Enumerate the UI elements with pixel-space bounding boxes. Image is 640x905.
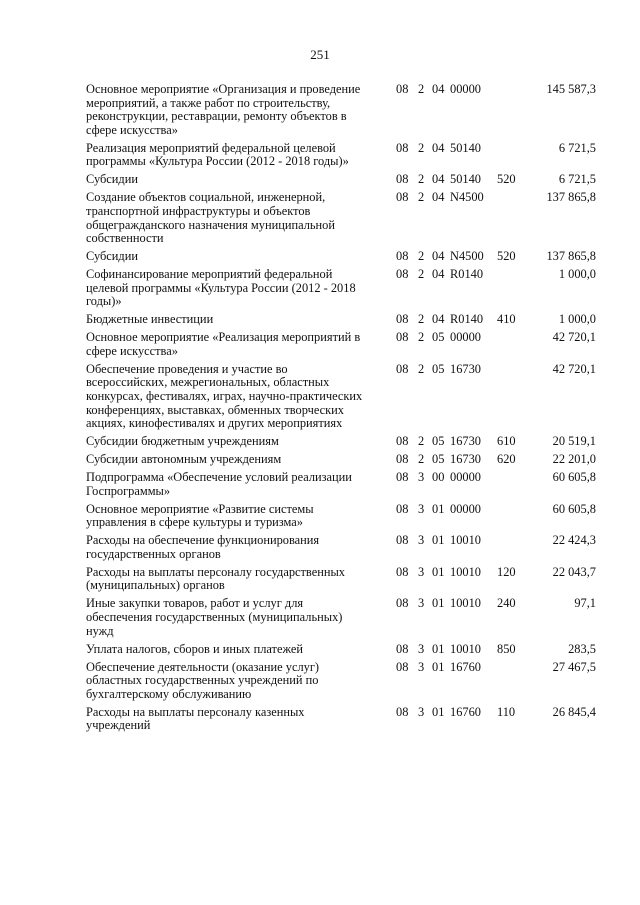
amount: 6 721,5: [558, 172, 596, 187]
main-activity-code: 05: [432, 452, 445, 467]
subprogram-code: 2: [418, 190, 425, 205]
program-code: 08: [396, 361, 409, 376]
subprogram-code: 3: [418, 533, 425, 548]
direction-code: 10010: [450, 641, 481, 656]
amount: 22 201,0: [552, 452, 596, 467]
main-activity-code: 01: [432, 641, 445, 656]
amount: 145 587,3: [546, 82, 596, 96]
amount: 1 000,0: [558, 312, 596, 327]
amount: 22 424,3: [552, 533, 596, 548]
amount: 22 043,7: [552, 564, 596, 579]
table-row: [0, 706, 640, 733]
row-description: Подпрограмма «Обеспечение условий реализации Госпрограммы»: [86, 470, 352, 498]
amount: 97,1: [574, 596, 596, 611]
program-code: 08: [396, 82, 409, 96]
table-row: [0, 534, 640, 561]
subprogram-code: 3: [418, 564, 425, 579]
table-row: [0, 313, 640, 327]
row-description: Создание объектов социальной, инженерной, транспортной инфраструктуры и объектов общегражданского назначения муниципальной собственности: [86, 190, 336, 246]
amount: 26 845,4: [552, 704, 596, 719]
direction-code: 50140: [450, 140, 481, 155]
row-description: Расходы на обеспечение функционирования государственных органов: [86, 533, 320, 561]
program-code: 08: [396, 533, 409, 548]
subprogram-code: 2: [418, 172, 425, 187]
row-description: Субсидии: [86, 249, 138, 264]
page-number: 251: [310, 47, 330, 62]
table-row: [0, 173, 640, 187]
program-code: 08: [396, 434, 409, 449]
row-description: Реализация мероприятий федеральной целевой программы «Культура России (2012 - 2018 годы)»: [86, 140, 349, 169]
expense-type-code: 110: [497, 704, 516, 719]
direction-code: 16760: [450, 659, 481, 674]
subprogram-code: 2: [418, 452, 425, 467]
table-row: [0, 643, 640, 657]
subprogram-code: 2: [418, 140, 425, 155]
subprogram-code: 3: [418, 704, 425, 719]
row-description: Основное мероприятие «Развитие системы управления в сфере культуры и туризма»: [86, 501, 314, 530]
main-activity-code: 04: [432, 249, 445, 264]
table-row: [0, 566, 640, 593]
row-description: Обеспечение деятельности (оказание услуг) областных государственных учреждений по бухгалтерскому обслуживанию: [86, 659, 320, 701]
program-code: 08: [396, 249, 409, 264]
program-code: 08: [396, 140, 409, 155]
expense-type-code: 520: [497, 249, 516, 264]
table-row: [0, 453, 640, 467]
row-description: Обеспечение проведения и участие во всероссийских, межрегиональных, областных конкурсах, фестивалях, играх, научно-практических конференциях, выставках, обменных творческих акциях, кинофестивалях и других мероприятиях: [86, 361, 363, 431]
expense-type-code: 620: [497, 452, 516, 467]
direction-code: 10010: [450, 596, 481, 611]
main-activity-code: 05: [432, 434, 445, 449]
program-code: 08: [396, 172, 409, 187]
table-row: [0, 435, 640, 449]
program-code: 08: [396, 704, 409, 719]
budget-table: [0, 83, 640, 733]
table-row: [0, 191, 640, 245]
expense-type-code: 410: [497, 312, 516, 327]
program-code: 08: [396, 596, 409, 611]
direction-code: R0140: [450, 312, 484, 327]
subprogram-code: 3: [418, 470, 425, 485]
main-activity-code: 01: [432, 501, 445, 516]
row-description: Расходы на выплаты персоналу казенных учреждений: [86, 704, 305, 733]
main-activity-code: 00: [432, 470, 445, 485]
table-row: [0, 331, 640, 358]
subprogram-code: 2: [418, 82, 425, 96]
program-code: 08: [396, 564, 409, 579]
row-description: Субсидии автономным учреждениям: [86, 452, 282, 467]
main-activity-code: 04: [432, 190, 445, 205]
direction-code: R0140: [450, 267, 484, 282]
row-description: Уплата налогов, сборов и иных платежей: [86, 641, 304, 656]
direction-code: 50140: [450, 172, 481, 187]
table-row: [0, 597, 640, 638]
main-activity-code: 05: [432, 361, 445, 376]
program-code: 08: [396, 267, 409, 282]
expense-type-code: 520: [497, 172, 516, 187]
row-description: Расходы на выплаты персоналу государственных (муниципальных) органов: [86, 564, 345, 593]
main-activity-code: 01: [432, 659, 445, 674]
row-description: Основное мероприятие «Организация и проведение мероприятий, а также работ по строительству, реконструкции, реставрации, ремонту объектов в сфере искусства»: [86, 82, 361, 137]
main-activity-code: 01: [432, 704, 445, 719]
program-code: 08: [396, 641, 409, 656]
table-row: [0, 661, 640, 702]
subprogram-code: 3: [418, 641, 425, 656]
amount: 60 605,8: [552, 501, 596, 516]
program-code: 08: [396, 470, 409, 485]
main-activity-code: 05: [432, 330, 445, 345]
row-description: Субсидии: [86, 172, 138, 187]
row-description: Иные закупки товаров, работ и услуг для обеспечения государственных (муниципальных) нужд: [86, 596, 343, 638]
expense-type-code: 120: [497, 564, 516, 579]
row-description: Бюджетные инвестиции: [86, 312, 214, 327]
direction-code: 10010: [450, 564, 481, 579]
expense-type-code: 850: [497, 641, 516, 656]
amount: 6 721,5: [558, 140, 596, 155]
direction-code: N4500: [450, 249, 484, 264]
amount: 137 865,8: [546, 190, 596, 205]
main-activity-code: 01: [432, 533, 445, 548]
row-description: Софинансирование мероприятий федеральной целевой программы «Культура России (2012 - 2018 годы)»: [86, 267, 356, 309]
direction-code: 16760: [450, 704, 481, 719]
subprogram-code: 2: [418, 330, 425, 345]
direction-code: 16730: [450, 361, 481, 376]
amount: 1 000,0: [558, 267, 596, 282]
subprogram-code: 2: [418, 312, 425, 327]
subprogram-code: 3: [418, 501, 425, 516]
main-activity-code: 04: [432, 267, 445, 282]
main-activity-code: 04: [432, 140, 445, 155]
amount: 42 720,1: [552, 330, 596, 345]
program-code: 08: [396, 190, 409, 205]
expense-type-code: 610: [497, 434, 516, 449]
program-code: 08: [396, 501, 409, 516]
table-row: [0, 83, 640, 137]
table-row: [0, 363, 640, 431]
direction-code: 00000: [450, 82, 481, 96]
program-code: 08: [396, 452, 409, 467]
subprogram-code: 3: [418, 596, 425, 611]
table-row: [0, 503, 640, 530]
main-activity-code: 04: [432, 172, 445, 187]
subprogram-code: 3: [418, 659, 425, 674]
program-code: 08: [396, 659, 409, 674]
table-row: [0, 471, 640, 498]
main-activity-code: 04: [432, 312, 445, 327]
subprogram-code: 2: [418, 434, 425, 449]
table-row: [0, 268, 640, 309]
amount: 60 605,8: [552, 470, 596, 485]
amount: 27 467,5: [552, 659, 596, 674]
subprogram-code: 2: [418, 361, 425, 376]
direction-code: N4500: [450, 190, 484, 205]
amount: 20 519,1: [552, 434, 596, 449]
amount: 283,5: [568, 641, 596, 656]
direction-code: 16730: [450, 434, 481, 449]
amount: 42 720,1: [552, 361, 596, 376]
direction-code: 10010: [450, 533, 481, 548]
row-description: Основное мероприятие «Реализация мероприятий в сфере искусства»: [86, 330, 361, 358]
main-activity-code: 04: [432, 82, 445, 96]
direction-code: 00000: [450, 501, 481, 516]
table-row: [0, 250, 640, 264]
direction-code: 00000: [450, 330, 481, 345]
direction-code: 16730: [450, 452, 481, 467]
program-code: 08: [396, 330, 409, 345]
main-activity-code: 01: [432, 564, 445, 579]
subprogram-code: 2: [418, 267, 425, 282]
amount: 137 865,8: [546, 249, 596, 264]
table-row: [0, 142, 640, 169]
expense-type-code: 240: [497, 596, 516, 611]
program-code: 08: [396, 312, 409, 327]
subprogram-code: 2: [418, 249, 425, 264]
direction-code: 00000: [450, 470, 481, 485]
row-description: Субсидии бюджетным учреждениям: [86, 434, 279, 449]
main-activity-code: 01: [432, 596, 445, 611]
